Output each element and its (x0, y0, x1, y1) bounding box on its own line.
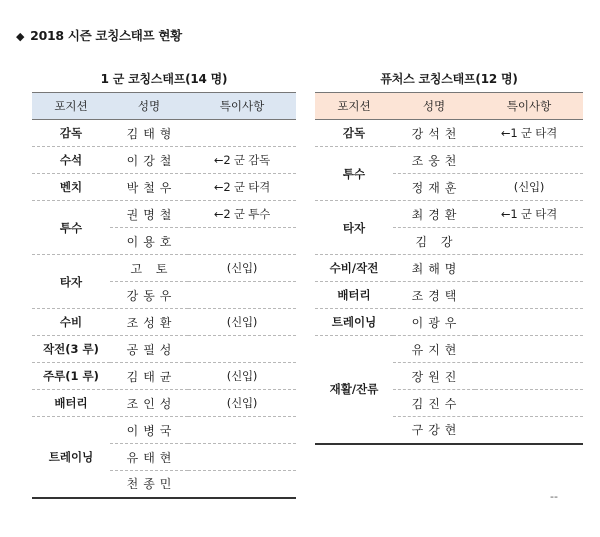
table-row (315, 336, 583, 363)
name-cell: 조웅천 (393, 147, 475, 174)
table-row (315, 282, 583, 309)
note-cell (475, 255, 583, 282)
position-cell: 작전(3 루) (32, 336, 110, 363)
name-cell: 정재훈 (393, 174, 475, 201)
note-cell: ←1 군 타격 (475, 120, 583, 147)
position-cell: 타자 (32, 255, 110, 309)
position-cell: 수석 (32, 147, 110, 174)
note-cell (188, 444, 296, 471)
name-cell: 조경택 (393, 282, 475, 309)
note-cell (188, 282, 296, 309)
table-row (32, 255, 296, 282)
name-cell: 박철우 (110, 174, 188, 201)
note-cell (188, 471, 296, 498)
position-cell: 벤치 (32, 174, 110, 201)
name-cell: 이병국 (110, 417, 188, 444)
page-title-text: 2018 시즌 코칭스태프 현황 (30, 28, 182, 43)
note-cell (475, 282, 583, 309)
table-row (32, 309, 296, 336)
name-cell: 최경환 (393, 201, 475, 228)
table-row (315, 147, 583, 174)
note-cell: (신입) (188, 255, 296, 282)
note-cell (188, 120, 296, 147)
name-cell: 최해명 (393, 255, 475, 282)
note-cell (475, 147, 583, 174)
page-title (16, 26, 182, 44)
note-cell (475, 336, 583, 363)
position-cell: 타자 (315, 201, 393, 255)
table-row (32, 363, 296, 390)
name-cell: 이용호 (110, 228, 188, 255)
first-team-caption: 1 군 코칭스태프(14 명) (100, 72, 228, 86)
position-cell: 주루(1 루) (32, 363, 110, 390)
note-cell: (신입) (475, 174, 583, 201)
note-cell (475, 390, 583, 417)
note-cell (188, 417, 296, 444)
name-cell: 김 강 (393, 228, 475, 255)
table-row (32, 390, 296, 417)
table-row (32, 120, 296, 147)
table-header-row (32, 93, 296, 120)
table-row (32, 147, 296, 174)
name-cell: 김태균 (110, 363, 188, 390)
note-cell (475, 309, 583, 336)
position-cell: 배터리 (32, 390, 110, 417)
position-cell: 트레이닝 (315, 309, 393, 336)
name-cell: 강동우 (110, 282, 188, 309)
note-cell: ←2 군 타격 (188, 174, 296, 201)
header-position: 포지션 (315, 93, 393, 120)
header-position: 포지션 (32, 93, 110, 120)
note-cell (475, 417, 583, 444)
name-cell: 권명철 (110, 201, 188, 228)
header-name: 성명 (393, 93, 475, 120)
note-cell: ←2 군 감독 (188, 147, 296, 174)
name-cell: 유태현 (110, 444, 188, 471)
name-cell: 고 토 (110, 255, 188, 282)
name-cell: 장원진 (393, 363, 475, 390)
table-row (315, 255, 583, 282)
note-cell: (신입) (188, 390, 296, 417)
position-cell: 트레이닝 (32, 417, 110, 498)
name-cell: 유지현 (393, 336, 475, 363)
position-cell: 배터리 (315, 282, 393, 309)
table-header-row (315, 93, 583, 120)
position-cell: 감독 (315, 120, 393, 147)
note-cell (188, 336, 296, 363)
note-cell (475, 228, 583, 255)
note-cell (188, 228, 296, 255)
table-row (32, 336, 296, 363)
table-row (32, 417, 296, 444)
note-cell: ←2 군 투수 (188, 201, 296, 228)
name-cell: 공필성 (110, 336, 188, 363)
note-cell: ←1 군 타격 (475, 201, 583, 228)
table-row (32, 201, 296, 228)
diamond-bullet-icon: ◆ (16, 30, 25, 43)
name-cell: 강석천 (393, 120, 475, 147)
note-cell: (신입) (188, 363, 296, 390)
name-cell: 구강현 (393, 417, 475, 444)
name-cell: 조인성 (110, 390, 188, 417)
note-cell: (신입) (188, 309, 296, 336)
first-team-staff-table (32, 92, 296, 499)
position-cell: 수비/작전 (315, 255, 393, 282)
position-cell: 수비 (32, 309, 110, 336)
position-cell: 감독 (32, 120, 110, 147)
name-cell: 이강철 (110, 147, 188, 174)
name-cell: 천종민 (110, 471, 188, 498)
table-row (315, 120, 583, 147)
header-name: 성명 (110, 93, 188, 120)
table-row (32, 174, 296, 201)
table-row (315, 201, 583, 228)
name-cell: 조성환 (110, 309, 188, 336)
name-cell: 이광우 (393, 309, 475, 336)
futures-staff-table (315, 92, 583, 445)
name-cell: 김진수 (393, 390, 475, 417)
name-cell: 김태형 (110, 120, 188, 147)
position-cell: 투수 (32, 201, 110, 255)
header-note: 특이사항 (188, 93, 296, 120)
note-cell (475, 363, 583, 390)
futures-team-caption: 퓨처스 코칭스태프(12 명) (380, 72, 518, 86)
header-note: 특이사항 (475, 93, 583, 120)
footer-dash-mark: -- (550, 490, 558, 503)
position-cell: 투수 (315, 147, 393, 201)
position-cell: 재활/잔류 (315, 336, 393, 444)
table-row (315, 309, 583, 336)
